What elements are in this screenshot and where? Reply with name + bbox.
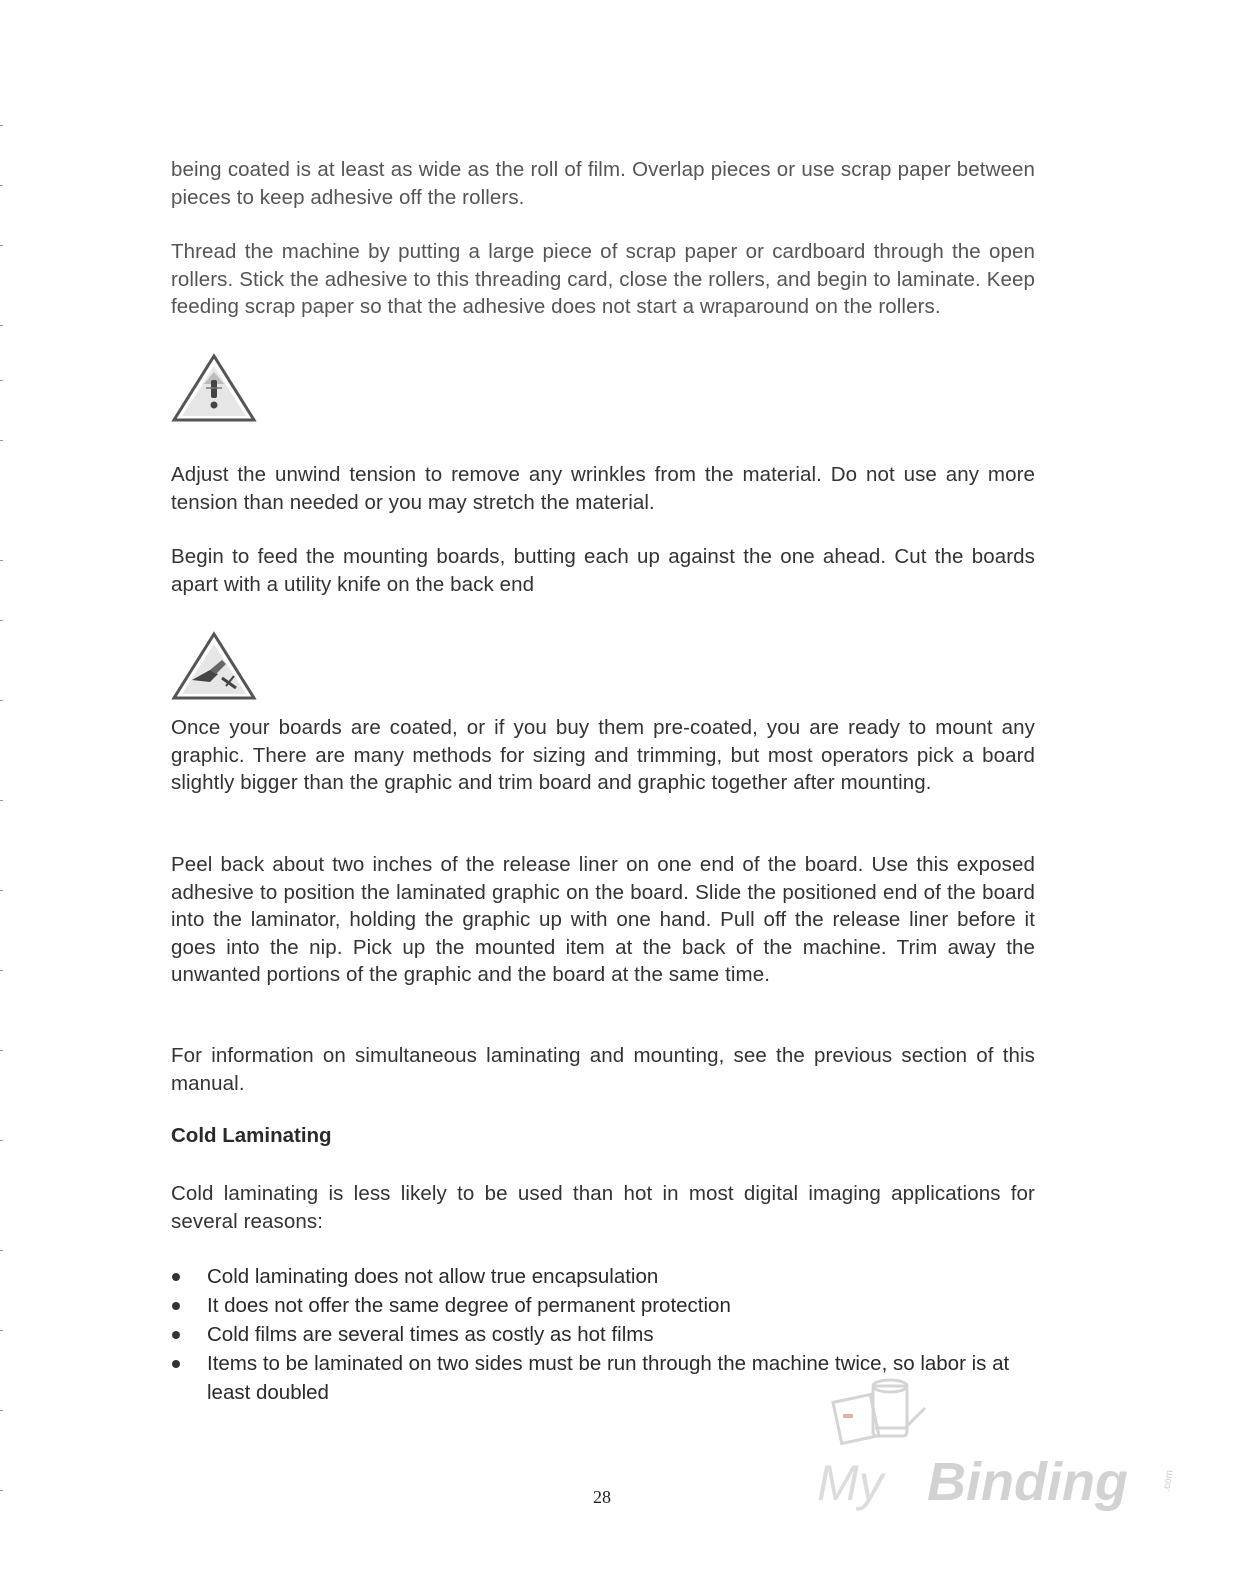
paragraph-simultaneous-info: For information on simultaneous laminating and mounting, see the previous section of this manual. — [171, 1044, 1035, 1095]
paragraph-feed-boards: Begin to feed the mounting boards, butting each up against the one ahead. Cut the boards apart with a utility knife on the back end — [171, 545, 1035, 596]
scan-edge-mark — [0, 245, 3, 246]
scan-edge-mark — [0, 800, 3, 801]
section-heading-cold-laminating: Cold Laminating — [171, 1124, 332, 1147]
paragraph-thread-machine: Thread the machine by putting a large piece of scrap paper or cardboard through the open rollers. Stick the adhesive to this threading card, close the rollers, and begin to laminate. Keep feeding scrap paper so that the adhesive does not start a wraparound on the rollers. — [171, 240, 1035, 318]
list-item: Cold films are several times as costly as hot films — [171, 1320, 1035, 1349]
scan-edge-mark — [0, 1140, 3, 1141]
hand-cut-warning-icon — [170, 630, 258, 702]
page-number: 28 — [593, 1487, 611, 1507]
scan-edge-mark — [0, 970, 3, 971]
paragraph-release-liner: Peel back about two inches of the release liner on one end of the board. Use this exposed adhesive to position the laminated graphic on the board. Slide the positioned end of the board into the laminator, holding the graphic up with one hand. Pull off the release liner before it goes into the nip. Pick up the mounted item at the back of the machine. Trim away the unwanted portions of the graphic and the board at the same time. — [171, 853, 1035, 986]
scan-edge-mark — [0, 1490, 3, 1491]
scan-edge-mark — [0, 1410, 3, 1411]
paragraph-cold-intro: Cold laminating is less likely to be used than hot in most digital imaging applications for several reasons: — [171, 1182, 1035, 1233]
bullet-icon — [172, 1360, 180, 1368]
scan-edge-mark — [0, 1330, 3, 1331]
list-item: It does not offer the same degree of permanent protection — [171, 1291, 1035, 1320]
scan-edge-mark — [0, 1050, 3, 1051]
scan-edge-mark — [0, 560, 3, 561]
bullet-icon — [172, 1302, 180, 1310]
scan-edge-mark — [0, 890, 3, 891]
scan-edge-mark — [0, 380, 3, 381]
scan-edge-mark — [0, 325, 3, 326]
scan-edge-mark — [0, 440, 3, 441]
scan-edge-mark — [0, 1250, 3, 1251]
watermark-text-binding: Binding — [927, 1452, 1128, 1512]
list-item: Items to be laminated on two sides must be run through the machine twice, so labor is at least doubled — [171, 1349, 1035, 1407]
watermark-text-my: My — [817, 1455, 884, 1511]
bullet-icon — [172, 1273, 180, 1281]
watermark-text-suffix: .com — [1161, 1469, 1176, 1493]
scan-edge-mark — [0, 700, 3, 701]
scan-edge-mark — [0, 620, 3, 621]
list-item: Cold laminating does not allow true encapsulation — [171, 1262, 1035, 1291]
scan-edge-mark — [0, 125, 3, 126]
paragraph-mount-graphic: Once your boards are coated, or if you buy them pre-coated, you are ready to mount any graphic. There are many methods for sizing and trimming, but most operators pick a board slightly bigger than the graphic and trim board and graphic together after mounting. — [171, 716, 1035, 794]
scan-edge-mark — [0, 185, 3, 186]
exclamation-warning-icon — [170, 352, 258, 424]
bullet-icon — [172, 1331, 180, 1339]
paragraph-coating-width: being coated is at least as wide as the roll of film. Overlap pieces or use scrap paper between pieces to keep adhesive off the rollers. — [171, 158, 1035, 209]
paragraph-unwind-tension: Adjust the unwind tension to remove any wrinkles from the material. Do not use any more tension than needed or you may stretch the material. — [171, 463, 1035, 514]
